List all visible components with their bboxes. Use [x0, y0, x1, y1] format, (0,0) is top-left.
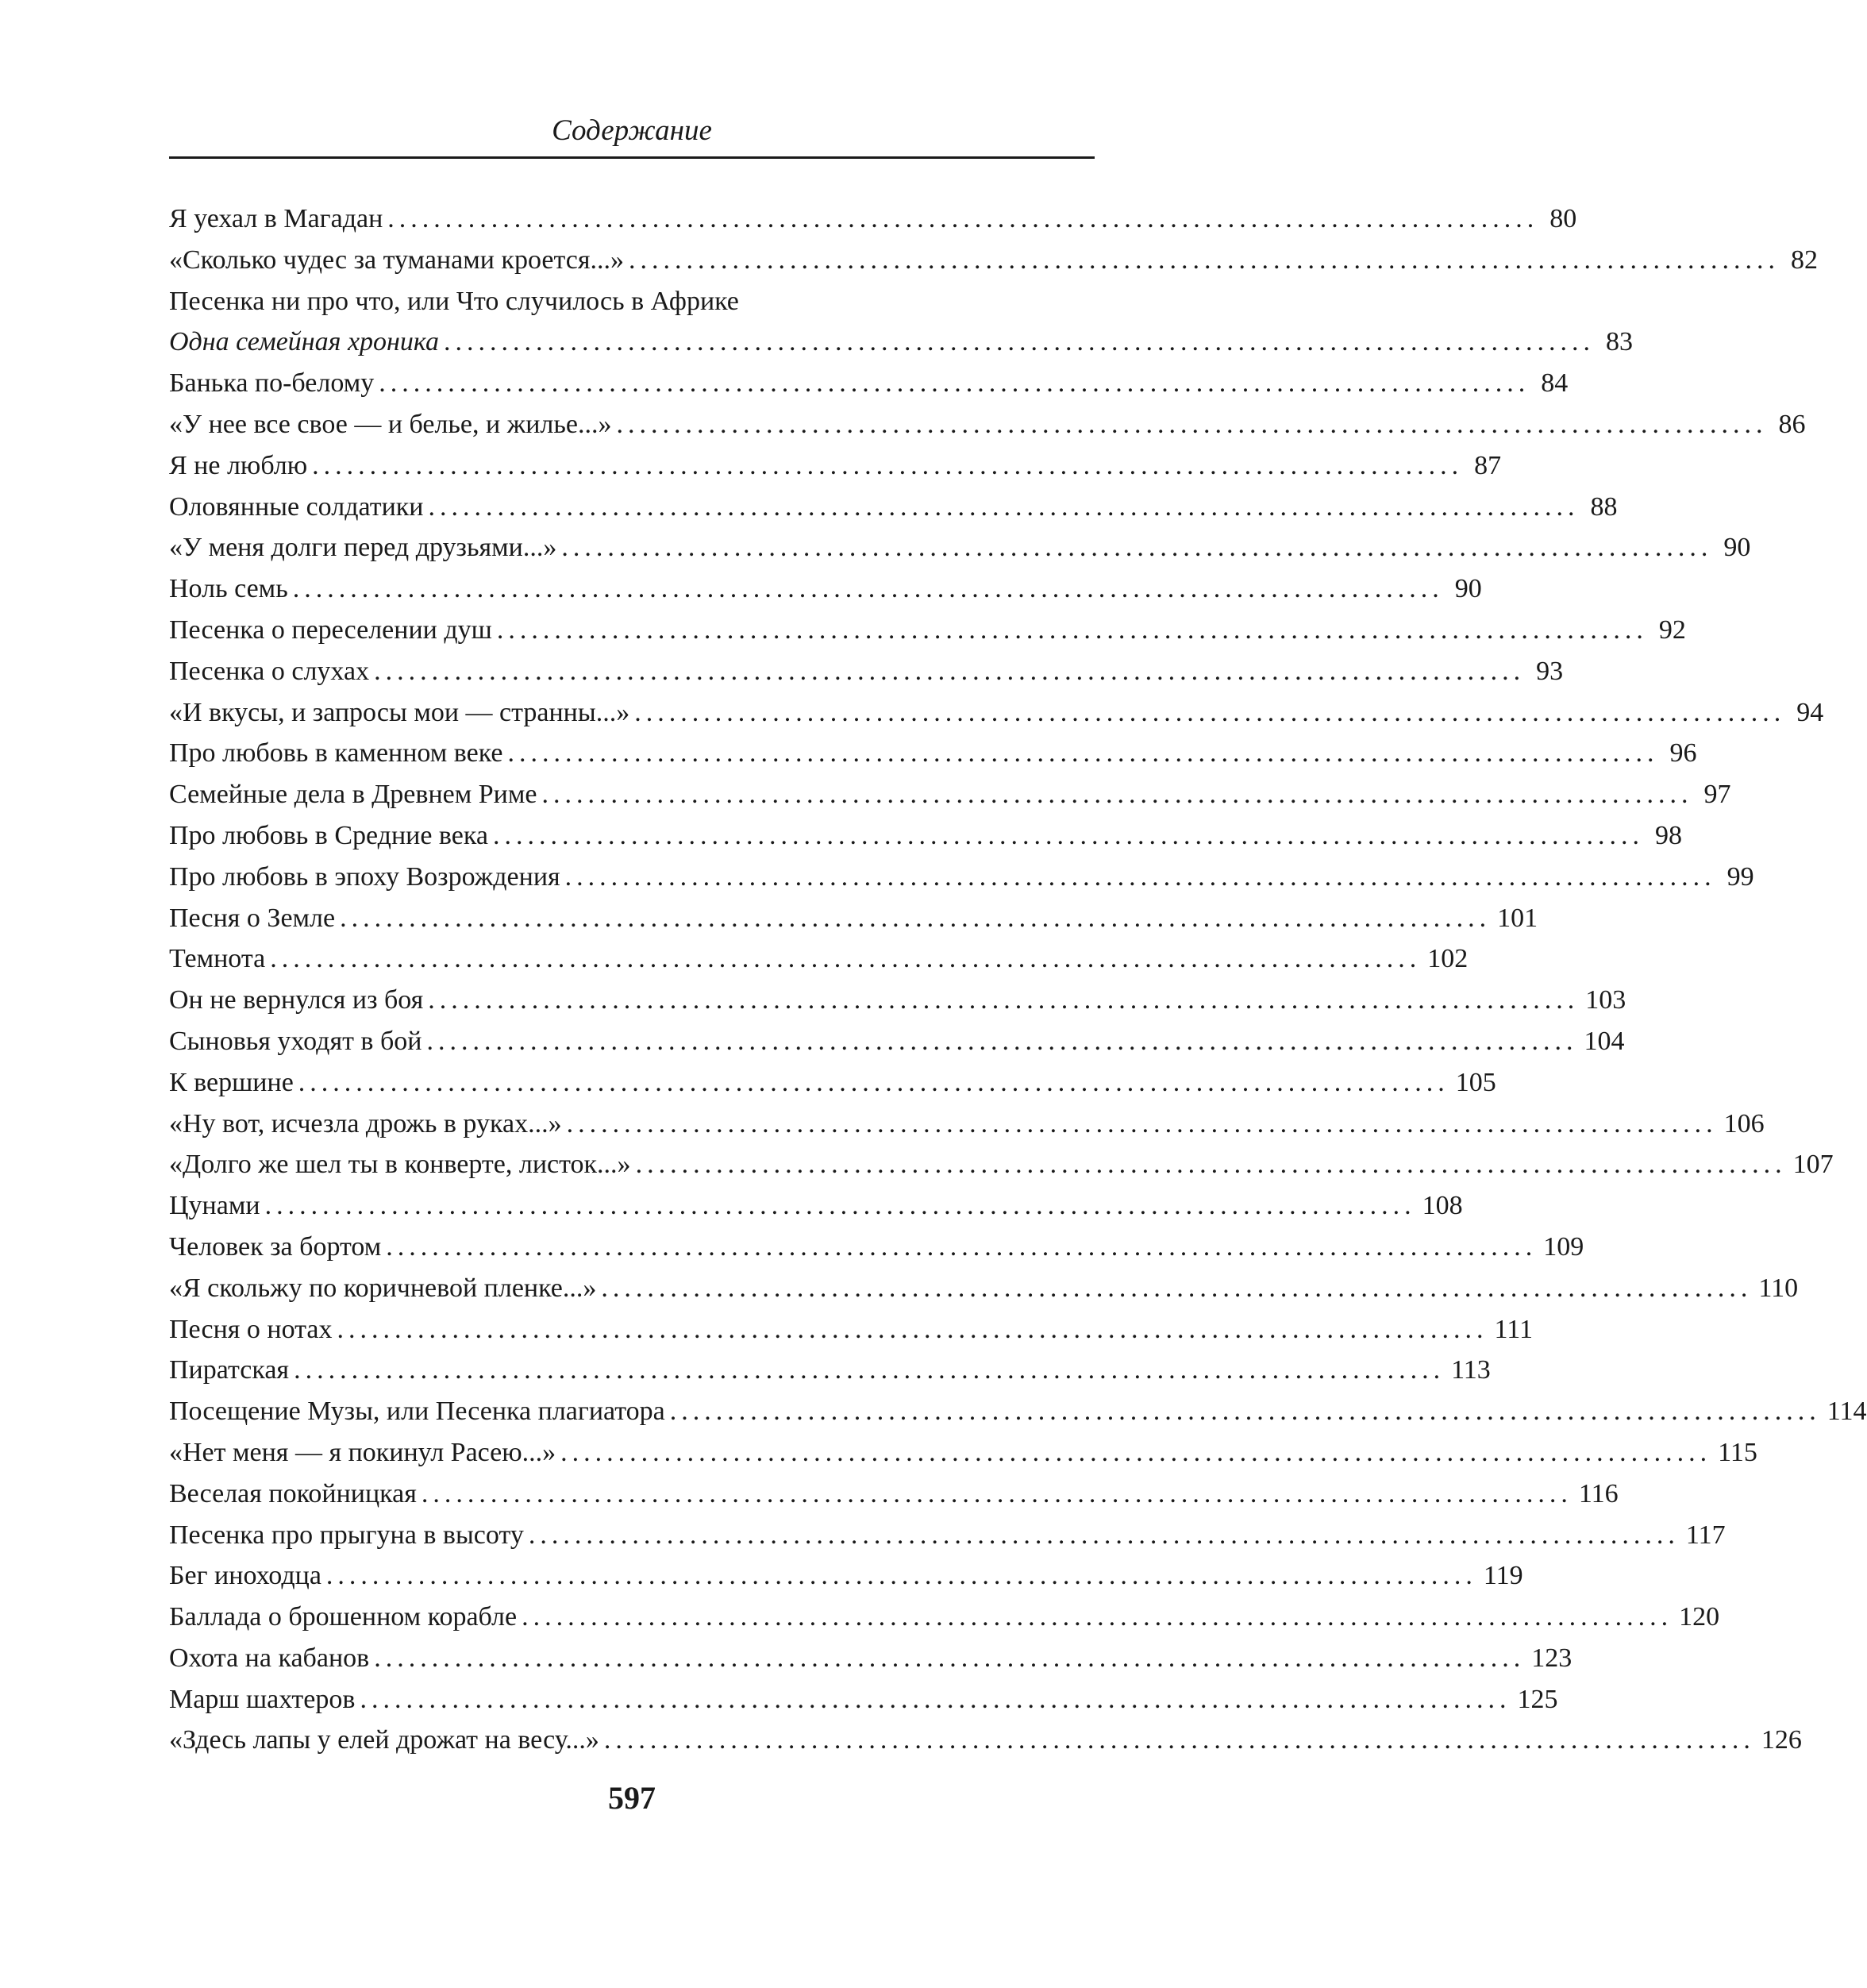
toc-entry-title: Он не вернулся из боя: [169, 985, 424, 1015]
page-number: 597: [608, 1780, 656, 1816]
toc-entry-row: [169, 1227, 1584, 1268]
dot-leader: ....................................................................................................: [337, 1314, 1488, 1344]
toc-entry-page: 98: [1654, 820, 1682, 850]
toc-entry: [169, 1679, 1558, 1720]
toc-entry: [169, 487, 1618, 528]
toc-entry: [169, 610, 1686, 651]
toc-entry-row: [169, 815, 1682, 857]
toc-entry-row: [169, 1062, 1496, 1104]
dot-leader: ....................................................................................................: [379, 368, 1530, 399]
toc-entry-title: К вершине: [169, 1067, 294, 1097]
dot-leader: ....................................................................................................: [387, 204, 1539, 233]
toc-entry-page: 110: [1758, 1273, 1799, 1303]
toc-entry: [169, 938, 1469, 980]
toc-entry-page: 109: [1543, 1231, 1584, 1262]
dot-leader: ....................................................................................................: [428, 491, 1580, 522]
toc-entry-row: [169, 1679, 1558, 1720]
toc-entry-page: 80: [1549, 204, 1577, 233]
toc-entry-title: Одна семейная хроника: [169, 327, 439, 357]
toc-entry-row: [169, 1432, 1757, 1474]
toc-entry-page: 99: [1726, 861, 1754, 892]
dot-leader: ....................................................................................................: [561, 533, 1713, 563]
dot-leader: ....................................................................................................: [298, 1067, 1449, 1097]
dot-leader: ....................................................................................................: [566, 1108, 1718, 1138]
toc-entry-page: 119: [1483, 1561, 1523, 1591]
toc-entry: [169, 815, 1682, 857]
toc-entry-title: Посещение Музы, или Песенка плагиатора: [169, 1397, 665, 1427]
toc-entry-row: [169, 898, 1538, 939]
toc-entry-row: [169, 1391, 1867, 1432]
toc-entry-row: [169, 733, 1697, 774]
toc-entry-title: Сыновья уходят в бой: [169, 1026, 422, 1056]
toc-entry-page: 117: [1685, 1520, 1726, 1550]
toc-entry: [169, 404, 1806, 445]
toc-entry: [169, 1309, 1534, 1350]
toc-entry: [169, 198, 1577, 240]
toc-entry: [169, 281, 1633, 364]
dot-leader: ....................................................................................................: [616, 409, 1768, 439]
toc-entry-title: «И вкусы, и запросы мои — странны...»: [169, 697, 630, 727]
toc-entry-row: [169, 1185, 1463, 1227]
toc-entry-row: [169, 1515, 1726, 1556]
dot-leader: ....................................................................................................: [601, 1273, 1753, 1303]
toc-entry-title: Про любовь в Средние века: [169, 820, 488, 850]
toc-entry-page: 86: [1778, 409, 1806, 439]
toc-entry-row: [169, 1555, 1523, 1597]
toc-entry-page: 96: [1669, 738, 1697, 769]
toc-entry-title: Песня о Земле: [169, 903, 336, 933]
toc-entry-title: «Здесь лапы у елей дрожат на весу...»: [169, 1725, 599, 1755]
toc-entry-page: 84: [1541, 368, 1569, 399]
dot-leader: ....................................................................................................: [634, 697, 1786, 727]
toc-entry-page: 105: [1455, 1067, 1496, 1097]
toc-entry-title: «Сколько чудес за туманами кроется...»: [169, 245, 624, 275]
dot-leader: ....................................................................................................: [264, 1191, 1416, 1221]
toc-entry-page: 94: [1796, 697, 1824, 727]
toc-entry-title: Песенка о переселении душ: [169, 615, 492, 645]
dot-leader: ....................................................................................................: [312, 450, 1464, 480]
toc-entry: [169, 1062, 1496, 1104]
toc-entry-title: Веселая покойницкая: [169, 1478, 417, 1508]
toc-entry: [169, 898, 1538, 939]
toc-entry: [169, 1227, 1584, 1268]
toc-entry-title: «Ну вот, исчезла дрожь в руках...»: [169, 1108, 562, 1138]
dot-leader: ....................................................................................................: [386, 1231, 1538, 1262]
toc-entry: [169, 1268, 1799, 1309]
toc-entry-title: Оловянные солдатики: [169, 491, 424, 522]
toc-entry-title: «У меня долги перед друзьями...»: [169, 533, 557, 563]
toc-entry-title: Банька по-белому: [169, 368, 375, 399]
toc-entry-row: [169, 1268, 1799, 1309]
toc-entry-page: 97: [1703, 780, 1731, 810]
toc-entry-page: 104: [1584, 1026, 1625, 1056]
toc-entry-title: Песня о нотах: [169, 1314, 333, 1344]
toc-entry: [169, 1391, 1867, 1432]
toc-entry-page: 103: [1585, 985, 1626, 1015]
toc-entry-row: [169, 404, 1806, 445]
toc-entry: [169, 240, 1818, 281]
dot-leader: ....................................................................................................: [507, 738, 1659, 769]
toc-entry-title: Песенка о слухах: [169, 656, 370, 686]
toc-entry-row: [169, 1309, 1534, 1350]
toc-entry-title: Песенка про прыгуна в высоту: [169, 1520, 524, 1550]
toc-entry: [169, 980, 1626, 1021]
toc-entry-row: [169, 487, 1618, 528]
dot-leader: ....................................................................................................: [270, 944, 1422, 974]
toc-entry-row: [169, 445, 1502, 487]
dot-leader: ....................................................................................................: [360, 1684, 1511, 1714]
toc-entry-title: Про любовь в эпоху Возрождения: [169, 861, 560, 892]
dot-leader: ....................................................................................................: [325, 1561, 1477, 1591]
toc-entry-row: [169, 857, 1754, 898]
toc-entry-row: [169, 1350, 1491, 1391]
toc-entry-page: 113: [1451, 1355, 1491, 1385]
toc-entry-title: Я не люблю: [169, 450, 308, 480]
toc-entry-row: [169, 610, 1686, 651]
toc-entry-title: «Я скольжу по коричневой пленке...»: [169, 1273, 597, 1303]
toc-entry-page: 107: [1792, 1150, 1834, 1180]
dot-leader: ....................................................................................................: [541, 780, 1693, 810]
toc-entry-row: [169, 322, 1633, 363]
dot-leader: ....................................................................................................: [340, 903, 1492, 933]
toc-entry-title: Семейные дела в Древнем Риме: [169, 780, 537, 810]
dot-leader: ....................................................................................................: [560, 1437, 1712, 1467]
dot-leader: ....................................................................................................: [292, 574, 1444, 604]
toc-entry-row: [169, 980, 1626, 1021]
toc-entry-title: «У нее все свое — и белье, и жилье...»: [169, 409, 612, 439]
toc-entry-page: 90: [1454, 574, 1482, 604]
toc-entry-row: [169, 774, 1731, 815]
toc-entry: [169, 527, 1751, 568]
toc-entry-row: [169, 568, 1482, 610]
toc-entry: [169, 445, 1502, 487]
toc-entry-page: 82: [1790, 245, 1818, 275]
toc-entry-page: 83: [1605, 327, 1633, 357]
dot-leader: ....................................................................................................: [421, 1478, 1573, 1508]
toc-entry: [169, 1638, 1573, 1679]
toc-entry: [169, 651, 1564, 692]
toc-entry-page: 114: [1827, 1397, 1867, 1427]
dot-leader: ....................................................................................................: [428, 985, 1580, 1015]
dot-leader: ....................................................................................................: [669, 1397, 1821, 1427]
header-rule: [169, 156, 1095, 159]
toc-entry-row: [169, 692, 1824, 734]
toc-entry-row: [169, 527, 1751, 568]
toc-entry: [169, 1432, 1757, 1474]
toc-entry-title: Про любовь в каменном веке: [169, 738, 503, 769]
toc-entry-page: 115: [1718, 1437, 1757, 1467]
toc-entry-page: 116: [1578, 1478, 1619, 1508]
toc-entry-title: Человек за бортом: [169, 1231, 382, 1262]
toc-entry-page: 108: [1422, 1191, 1463, 1221]
dot-leader: ....................................................................................................: [374, 1643, 1526, 1673]
dot-leader: ....................................................................................................: [374, 656, 1526, 686]
toc-entry-page: 111: [1494, 1314, 1534, 1344]
toc-entry: [169, 363, 1569, 404]
running-header-title: Содержание: [552, 114, 712, 147]
dot-leader: ....................................................................................................: [492, 820, 1644, 850]
toc-entry-title: «Нет меня — я покинул Расею...»: [169, 1437, 556, 1467]
toc-entry-title: Я уехал в Магадан: [169, 204, 383, 233]
dot-leader: ....................................................................................................: [496, 615, 1648, 645]
toc-entry-page: 102: [1427, 944, 1469, 974]
toc-entry-row: [169, 651, 1564, 692]
toc-entry-page: 126: [1761, 1725, 1802, 1755]
toc-entry-row: [169, 1144, 1834, 1185]
toc-entry-row: [169, 1104, 1765, 1145]
dot-leader: ....................................................................................................: [522, 1602, 1673, 1632]
toc-entry: [169, 1021, 1625, 1062]
toc-entry-title: «Долго же шел ты в конверте, листок...»: [169, 1150, 631, 1180]
toc-entry-page: 88: [1590, 491, 1618, 522]
toc-entry-page: 90: [1723, 533, 1751, 563]
toc-entry-page: 106: [1723, 1108, 1765, 1138]
toc-entry-row: [169, 1474, 1619, 1515]
toc-entry-page: 87: [1474, 450, 1502, 480]
toc-entry: [169, 1720, 1802, 1761]
toc-entry: [169, 1185, 1463, 1227]
toc-entry: [169, 1515, 1726, 1556]
toc-entry-page: 92: [1658, 615, 1686, 645]
toc-entry-title: Охота на кабанов: [169, 1643, 370, 1673]
toc-entry-title: Баллада о брошенном корабле: [169, 1602, 518, 1632]
table-of-contents: [169, 198, 1867, 1761]
toc-entry-row: [169, 1720, 1802, 1761]
toc-entry-row: [169, 363, 1569, 404]
toc-entry-row: [169, 1638, 1573, 1679]
toc-entry-title: Марш шахтеров: [169, 1684, 356, 1714]
dot-leader: ....................................................................................................: [294, 1355, 1445, 1385]
dot-leader: ....................................................................................................: [628, 245, 1780, 275]
toc-entry-title: Бег иноходца: [169, 1561, 321, 1591]
dot-leader: ....................................................................................................: [528, 1520, 1680, 1550]
toc-entry-row: [169, 1597, 1720, 1638]
toc-entry: [169, 733, 1697, 774]
toc-entry: [169, 692, 1824, 734]
dot-leader: ....................................................................................................: [426, 1026, 1578, 1056]
toc-entry: [169, 568, 1482, 610]
toc-entry: [169, 1104, 1765, 1145]
toc-entry-title: Темнота: [169, 944, 266, 974]
dot-leader: ....................................................................................................: [635, 1150, 1787, 1180]
toc-entry-title: Пиратская: [169, 1355, 290, 1385]
dot-leader: ....................................................................................................: [603, 1725, 1755, 1755]
toc-entry-title: Цунами: [169, 1191, 260, 1221]
toc-entry: [169, 1144, 1834, 1185]
dot-leader: ....................................................................................................: [564, 861, 1716, 892]
toc-entry-page: 93: [1536, 656, 1564, 686]
toc-entry-page: 101: [1497, 903, 1538, 933]
toc-entry-row: [169, 198, 1577, 240]
toc-entry: [169, 1350, 1491, 1391]
toc-entry: [169, 1474, 1619, 1515]
toc-entry-row: [169, 240, 1818, 281]
dot-leader: ....................................................................................................: [443, 327, 1595, 357]
toc-entry-page: 120: [1679, 1602, 1720, 1632]
toc-entry-page: 123: [1531, 1643, 1573, 1673]
toc-entry: [169, 857, 1754, 898]
toc-entry-row: [169, 1021, 1625, 1062]
toc-entry-row: [169, 938, 1469, 980]
toc-entry: [169, 1555, 1523, 1597]
toc-entry-title: Ноль семь: [169, 574, 288, 604]
toc-entry-title-line: Песенка ни про что, или Что случилось в Африке: [169, 286, 739, 316]
toc-entry-page: 125: [1517, 1684, 1558, 1714]
toc-entry: [169, 774, 1731, 815]
toc-entry: [169, 1597, 1720, 1638]
